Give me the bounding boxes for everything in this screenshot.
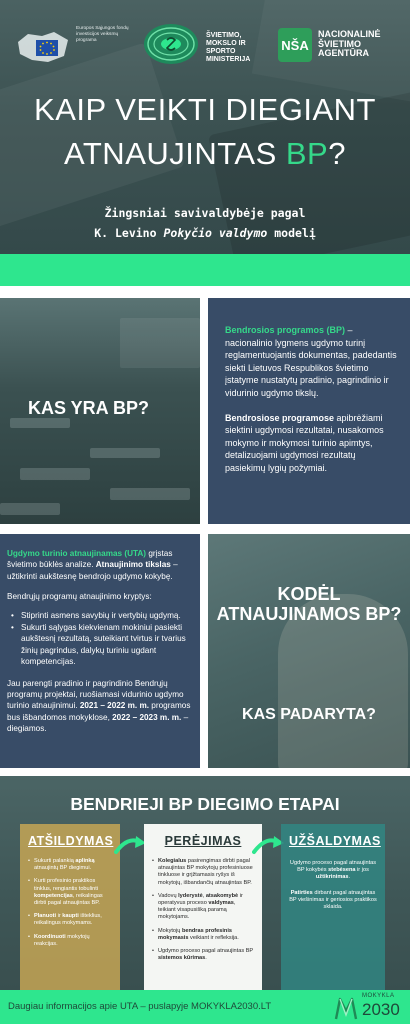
bp-content-text: apibrėžiami siektini ugdymosi rezultatai, nusakomos mokymo ir mokymosi turinio apimtys, detalizuojami ugdymosi rezultatų pasiekimų lygių požymiai. xyxy=(225,412,384,473)
item-text: Ugdymo proceso pagal atnaujintas BP xyxy=(158,948,254,955)
ministry-logo-text: ŠVIETIMO, MOKSLO IR SPORTO MINISTERIJA xyxy=(206,32,251,63)
stage-item xyxy=(152,928,254,942)
desk-shape xyxy=(20,468,90,480)
uta-panel xyxy=(0,534,200,768)
timeline-text-c: – diegiamos. xyxy=(7,712,189,734)
item-bold: valdymas xyxy=(208,900,234,907)
uta-timeline xyxy=(7,678,192,735)
stage-item xyxy=(289,890,377,912)
item-bold: lyderystė xyxy=(178,892,203,899)
item-text: išteklius, reikalingus mokymams. xyxy=(34,913,102,927)
bp-term: Bendrosios programos (BP) xyxy=(225,325,346,335)
section-label-what-is-bp: KAS YRA BP? xyxy=(28,398,150,418)
ministry-logo-icon xyxy=(142,22,200,66)
timeline-year-1: 2021 – 2022 m. m. xyxy=(79,701,150,711)
page-title xyxy=(0,88,410,176)
question-why-renewed: KODĖL ATNAUJINAMOS BP? xyxy=(216,584,402,624)
logo-brand-text: MOKYKLA xyxy=(362,993,395,999)
stage-item xyxy=(152,948,254,962)
title-line-2 xyxy=(0,132,410,176)
stage-item xyxy=(28,878,112,907)
item-text: , xyxy=(202,892,206,899)
uta-term: Ugdymo turinio atnaujinamas (UTA) xyxy=(7,549,147,558)
bp-definition-text: – nacionalinio lygmens ugdymo turinį reglamentuojantis dokumentas, padedantis siekti Lietuvos Respublikos švietimo įstatyme nustatytų pradinio, pagrindinio ir vidurinio ugdymo tikslų. xyxy=(225,325,397,398)
list-item: • Stiprinti asmens savybių ir vertybių ugdymą. xyxy=(7,610,192,621)
uta-intro xyxy=(7,548,192,582)
item-bold: aplinką xyxy=(75,858,95,864)
stage-unfreezing xyxy=(20,824,120,990)
stage-title: UŽŠALDYMAS xyxy=(289,834,381,848)
bp-content-term: Bendrosiose programose xyxy=(225,412,335,423)
stage-transition xyxy=(144,824,262,990)
stage-refreezing xyxy=(281,824,385,990)
subtitle-italic: Pokyčio valdymo xyxy=(163,226,268,240)
item-text: pasirengimas dirbti pagal atnaujintas BP mokytojų profesiniuose tinkluose ir grįžtamasis ryšys iš mokytojų, išbandančių atnaujintas BP. xyxy=(158,858,253,886)
eu-logo-icon xyxy=(14,28,72,68)
item-bold: stebėsena xyxy=(328,867,356,874)
item-text: ir jos xyxy=(355,867,369,874)
item-text: , reikalingas dirbti pagal atnaujintas BP. xyxy=(34,892,103,907)
item-bold: Patirties xyxy=(290,889,313,896)
stage-title: PERĖJIMAS xyxy=(164,834,242,848)
logo-year-text: 2030 xyxy=(362,1000,400,1019)
list-item: • Sukurti sąlygas kiekvienam mokiniui pasiekti aukštesnį rezultatą, suteikiant tvirtus ir tvarius žinių pagrindus, dalykų turiniu ugdant kompetencijas. xyxy=(7,622,192,668)
item-text: Vadovų xyxy=(158,892,179,899)
item-text: mokytojų reakcijas. xyxy=(34,933,90,947)
item-bold: užtikrinimas xyxy=(315,874,349,881)
footer-link-text[interactable]: Daugiau informacijos apie UTA – puslapyje MOKYKLA2030.LT xyxy=(8,1001,272,1012)
uta-goal-term: Atnaujinimo tikslas xyxy=(95,560,171,570)
desk-shape xyxy=(90,448,160,458)
subtitle-line-2 xyxy=(0,223,410,243)
bp-definition-paragraph xyxy=(225,324,398,400)
item-text: Sukurti palankią xyxy=(34,858,76,864)
stage-item xyxy=(152,858,254,887)
item-bold: Koordinuoti xyxy=(34,933,66,940)
item-bold: kompetencijas xyxy=(34,892,73,899)
stage-item xyxy=(28,934,112,948)
item-text: atnaujintų BP diegimui. xyxy=(34,865,92,872)
uta-directions-heading: Bendrųjų programų atnaujinimo kryptys: xyxy=(7,592,152,602)
item-text: ir operatyvus proceso xyxy=(158,892,243,907)
stage-item xyxy=(28,858,112,872)
arrow-right-icon xyxy=(114,834,148,856)
item-text: dirbant pagal atnaujintas BP viešinimas ir geriosios praktikos sklaida. xyxy=(289,889,377,911)
timeline-text-a: Jau parengti pradinio ir pagrindinio Bendrųjų programų projektai, ruošiamasi vidurinio ugdymo turinio atnaujinimui. xyxy=(7,678,184,711)
item-bold: sistemos kūrimas xyxy=(158,955,206,962)
uta-goal-text: – užtikrinti aukštesnę bendrojo ugdymo kokybę. xyxy=(7,560,178,581)
header-banner xyxy=(0,0,410,254)
bp-definition-panel xyxy=(208,298,410,524)
window-shape xyxy=(120,318,200,368)
item-text: , teikiant visapusišką paramą mokytojams. xyxy=(158,900,236,921)
subtitle-line-1: Žingsniai savivaldybėje pagal xyxy=(104,206,306,220)
item-bold: Planuoti xyxy=(34,913,57,920)
item-bold: bendras profesinis mokymasis xyxy=(158,927,232,941)
mokykla2030-logo xyxy=(334,991,404,1023)
student-photo xyxy=(208,534,410,768)
stages-section xyxy=(0,776,410,990)
desk-shape xyxy=(0,503,60,515)
footer-bar xyxy=(0,990,410,1024)
title-line-2-prefix: ATNAUJINTAS xyxy=(64,136,286,171)
bp-content-paragraph xyxy=(225,412,398,475)
nsa-logo-text: NACIONALINĖ ŠVIETIMO AGENTŪRA xyxy=(318,29,381,58)
green-divider-bar xyxy=(0,254,410,286)
title-line-2-suffix: ? xyxy=(328,136,346,171)
eu-logo-text: Europos Sąjungos fondų investicijos veiksmų programa xyxy=(76,26,129,43)
item-bold: Kolegialus xyxy=(158,858,187,864)
item-text: veikiant ir refleksija. xyxy=(188,934,239,941)
subtitle-prefix: K. Levino xyxy=(94,226,164,240)
nsa-logo-icon: NŠA xyxy=(278,28,312,62)
item-text: . xyxy=(205,955,207,962)
stage-title: ATŠILDYMAS xyxy=(28,834,114,848)
timeline-year-2: 2022 – 2023 m. m. xyxy=(112,712,182,722)
stage-item xyxy=(289,860,377,882)
classroom-photo xyxy=(0,298,200,524)
item-text: Ugdymo proceso pagal atnaujintas BP kokybės xyxy=(289,860,377,874)
mokykla-logo-icon xyxy=(334,995,358,1021)
uta-directions-list xyxy=(7,610,192,668)
item-text: Mokytojų xyxy=(158,927,182,934)
item-text: . xyxy=(348,874,351,881)
timeline-text-b: programos bus išbandomos mokyklose, xyxy=(7,701,191,722)
question-what-done: KAS PADARYTA? xyxy=(242,706,376,723)
desk-shape xyxy=(110,488,190,500)
item-bold: kaupti xyxy=(62,913,79,920)
page-subtitle xyxy=(0,203,410,243)
uta-intro-text: grįstas švietimo būklės analize. xyxy=(7,549,173,570)
logos-row xyxy=(0,18,410,70)
title-accent-bp: BP xyxy=(285,136,329,171)
stages-title: BENDRIEJI BP DIEGIMO ETAPAI xyxy=(70,794,340,814)
title-line-1: KAIP VEIKTI DIEGIANT xyxy=(34,92,376,127)
stage-item xyxy=(152,893,254,922)
subtitle-suffix: modelį xyxy=(267,226,316,240)
item-bold: atsakomybė xyxy=(205,892,239,899)
desk-shape xyxy=(10,418,70,428)
item-text: Kurti profesinio praktikos tinklus, rengiantis tobulinti xyxy=(34,878,99,892)
item-text: ir xyxy=(56,913,63,920)
stage-item xyxy=(28,913,112,927)
